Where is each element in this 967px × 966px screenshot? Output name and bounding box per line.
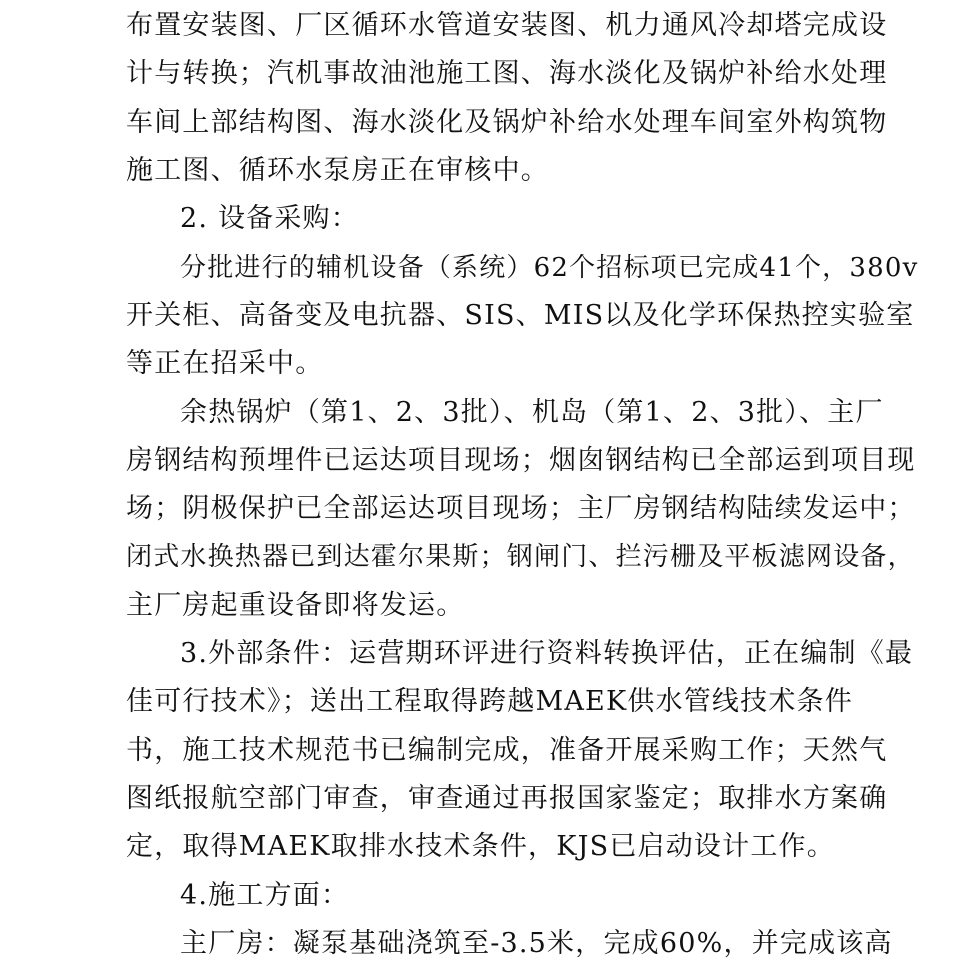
paragraph-line-9: 余热锅炉（第1、2、3批）、机岛（第1、2、3批）、主厂 bbox=[180, 397, 884, 428]
paragraph-line-13: 主厂房起重设备即将发运。 bbox=[126, 590, 465, 621]
paragraph-line-16: 书，施工技术规范书已编制完成，准备开展采购工作；天然气 bbox=[126, 735, 888, 766]
paragraph-line-20: 主厂房：凝泵基础浇筑至-3.5米，完成60%，并完成该高 bbox=[180, 928, 893, 959]
paragraph-line-7: 开关柜、高备变及电抗器、SIS、MIS以及化学环保热控实验室 bbox=[126, 300, 915, 331]
paragraph-line-12: 闭式水换热器已到达霍尔果斯；钢闸门、拦污栅及平板滤网设备， bbox=[126, 542, 915, 572]
paragraph-line-11: 场；阴极保护已全部运达项目现场；主厂房钢结构陆续发运中； bbox=[126, 493, 916, 524]
paragraph-line-8: 等正在招采中。 bbox=[126, 348, 324, 379]
paragraph-line-2: 计与转换；汽机事故油池施工图、海水淡化及锅炉补给水处理 bbox=[126, 58, 888, 89]
paragraph-line-17: 图纸报航空部门审查，审查通过再报国家鉴定；取排水方案确 bbox=[126, 783, 888, 814]
section-heading-external-conditions: 3.外部条件：运营期环评进行资料转换评估，正在编制《最 bbox=[180, 638, 914, 669]
section-heading-equipment-procurement: 2. 设备采购： bbox=[180, 203, 359, 234]
paragraph-line-10: 房钢结构预埋件已运达项目现场；烟囱钢结构已全部运到项目现 bbox=[126, 445, 916, 476]
paragraph-line-3: 车间上部结构图、海水淡化及锅炉补给水处理车间室外构筑物 bbox=[126, 107, 888, 138]
paragraph-line-15: 佳可行技术》；送出工程取得跨越MAEK供水管线技术条件 bbox=[126, 686, 853, 717]
paragraph-line-6: 分批进行的辅机设备（系统）62个招标项已完成41个，380v bbox=[180, 253, 919, 283]
paragraph-line-4: 施工图、循环水泵房正在审核中。 bbox=[126, 155, 549, 186]
paragraph-line-1: 布置安装图、厂区循环水管道安装图、机力通风冷却塔完成设 bbox=[126, 10, 888, 41]
paragraph-line-18: 定，取得MAEK取排水技术条件，KJS已启动设计工作。 bbox=[126, 831, 835, 862]
section-heading-construction: 4.施工方面： bbox=[180, 880, 350, 911]
